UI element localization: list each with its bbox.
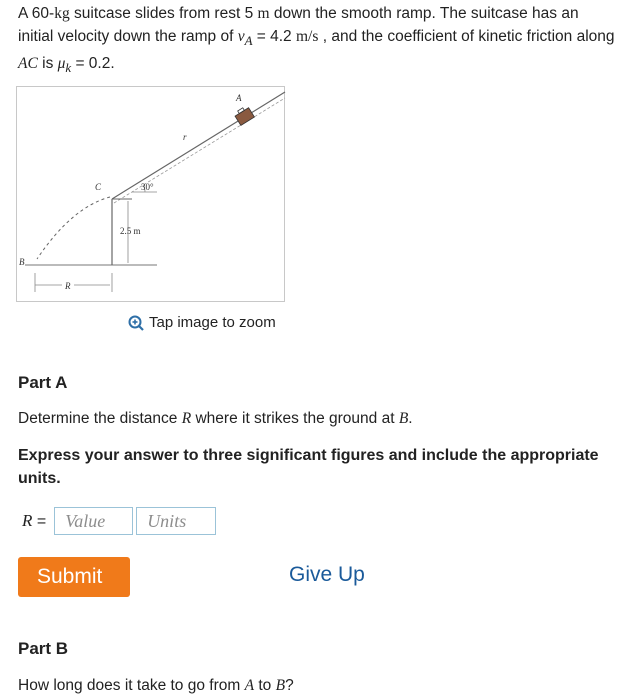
- trajectory-path: [37, 197, 110, 259]
- part-b-title: Part B: [18, 639, 69, 658]
- give-up-link[interactable]: Give Up: [289, 563, 365, 586]
- zoom-hint-label: Tap image to zoom: [149, 314, 276, 331]
- part-a-instructions: Express your answer to three significant figures and include the appropriate units.: [18, 447, 599, 487]
- submit-button[interactable]: Submit: [18, 557, 130, 597]
- units-input[interactable]: [136, 507, 216, 535]
- answer-label: R =: [22, 511, 47, 530]
- ramp-figure[interactable]: [16, 86, 285, 302]
- answer-row: [22, 507, 216, 535]
- label-slope: r: [183, 132, 187, 142]
- label-c: C: [95, 182, 102, 192]
- label-height: 2.5 m: [120, 226, 141, 236]
- value-input[interactable]: [54, 507, 133, 535]
- part-a-question: Determine the distance R where it strikes the ground at B.: [18, 410, 413, 427]
- ramp-surface: [112, 92, 285, 199]
- ramp-edge: [114, 98, 285, 203]
- part-a-title: Part A: [18, 373, 68, 392]
- zoom-in-icon: [128, 315, 144, 331]
- label-a: A: [236, 93, 242, 103]
- ramp-diagram: [17, 87, 286, 303]
- label-b: B: [19, 257, 25, 267]
- problem-statement: A 60-kg suitcase slides from rest 5 m down the smooth ramp. The suitcase has an initial velocity down the ramp of $v_A = 4.2$ m/s , and the coefficient of kinetic friction along AC is $\mu_k = 0.2$.: [18, 5, 615, 76]
- zoom-hint[interactable]: [128, 314, 276, 331]
- label-angle: 30°: [141, 182, 154, 192]
- label-r: R: [65, 281, 71, 291]
- part-b-question: How long does it take to go from A to B?: [18, 677, 294, 694]
